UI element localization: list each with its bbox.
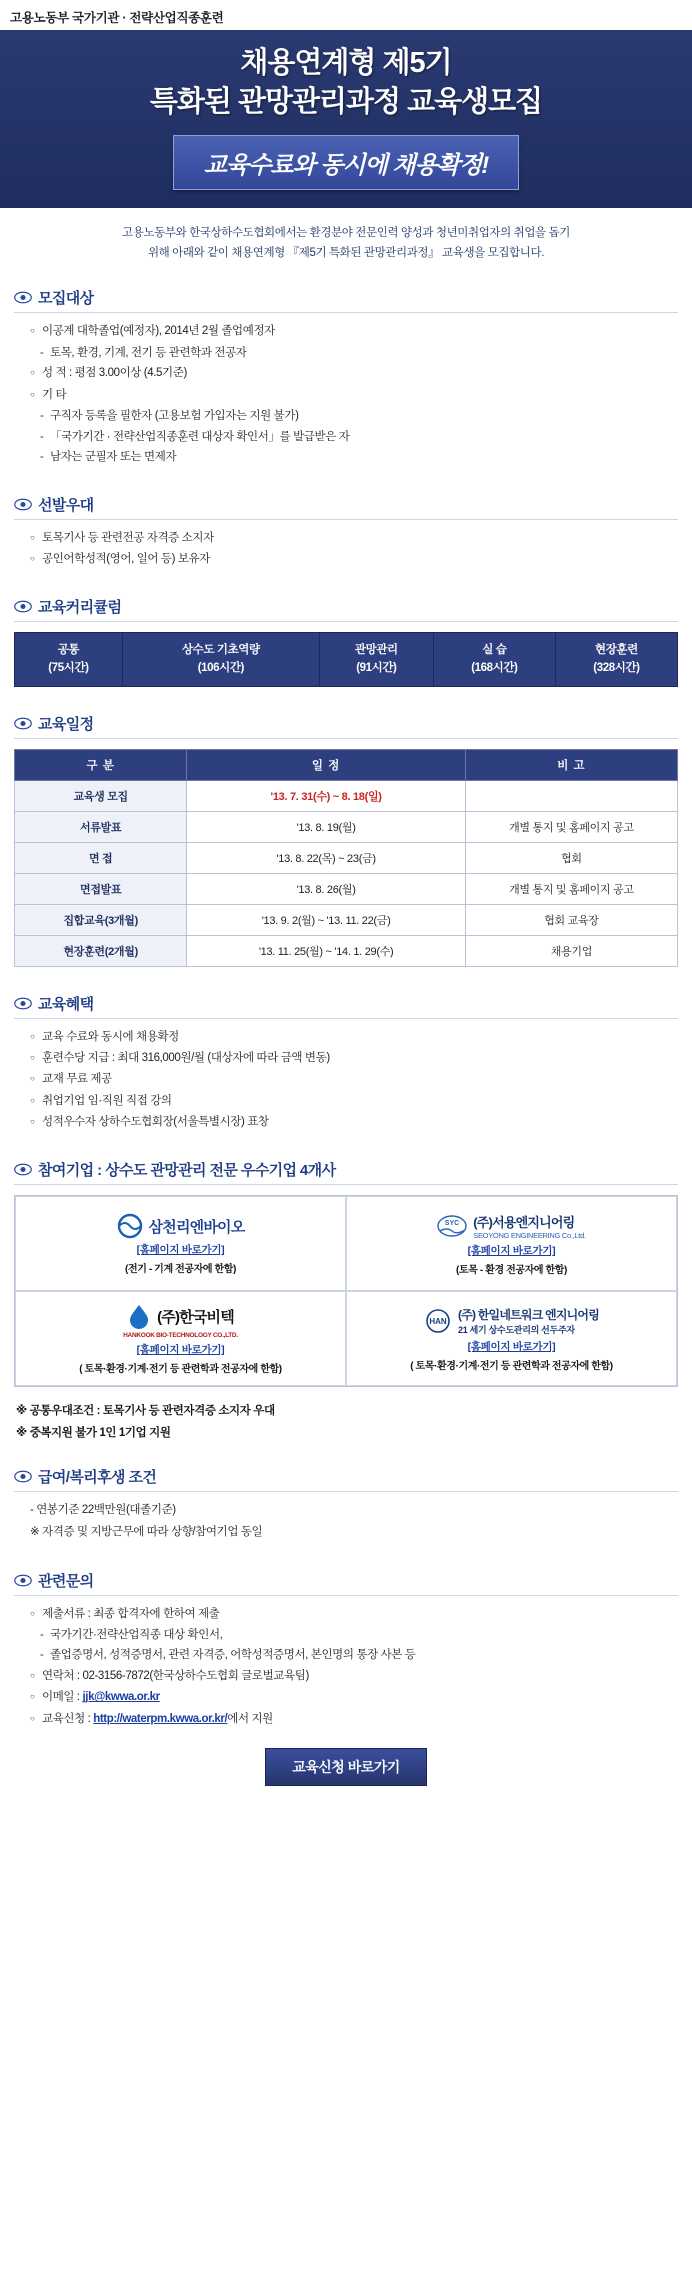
apply-url-link[interactable]: http://waterpm.kwwa.or.kr/	[93, 1712, 228, 1725]
section-curriculum	[0, 596, 692, 687]
list-item: ○ 교재 무료 제공	[30, 1069, 672, 1090]
section-schedule-head	[14, 713, 678, 739]
section-salary-head	[14, 1466, 678, 1492]
company-cell-samchully	[15, 1196, 346, 1291]
hero-title-line1: 채용연계형 제5기	[240, 47, 452, 79]
schedule-cell: '13. 8. 26(월)	[187, 873, 465, 904]
section-contact	[0, 1570, 692, 1730]
schedule-cell: 현장훈련(2개월)	[15, 935, 187, 966]
company-homepage-link[interactable]: [홈페이지 바로가기]	[136, 1344, 225, 1357]
common-notes	[0, 1391, 692, 1444]
logo-row	[127, 1303, 234, 1329]
hero-ribbon: 교육수료와 동시에 채용확정!	[173, 135, 520, 190]
table-row	[15, 811, 678, 842]
schedule-cell: 협회	[465, 842, 677, 873]
schedule-cell: 채용기업	[465, 935, 677, 966]
col-hours: (75시간)	[48, 661, 89, 674]
section-benefits	[0, 993, 692, 1133]
section-companies-head	[14, 1159, 678, 1185]
company-cell-hanil	[346, 1291, 677, 1386]
hero-title-line2: 특화된 관망관리과정 교육생모집	[149, 86, 543, 119]
col-name: 현장훈련	[595, 644, 638, 657]
section-contact-body	[14, 1596, 678, 1730]
hbt-logo-icon	[127, 1303, 151, 1329]
list-item: ○ 연락처 : 02-3156-7872(한국상하수도협회 글로벌교육팀)	[30, 1666, 672, 1687]
company-homepage-link[interactable]: [홈페이지 바로가기]	[467, 1245, 556, 1258]
table-row	[15, 873, 678, 904]
list-item: - 토목, 환경, 기계, 전기 등 관련학과 전공자	[40, 343, 672, 364]
section-benefits-body	[14, 1019, 678, 1133]
syc-logo-icon	[437, 1214, 467, 1238]
section-contact-head	[14, 1570, 678, 1596]
company-name: (주)한국비텍	[157, 1308, 234, 1326]
schedule-header-0: 구 분	[15, 749, 187, 780]
list-item: ○ 성 적 : 평점 3.00이상 (4.5기준)	[30, 363, 672, 384]
section-target-title: 모집대상	[38, 290, 94, 308]
company-name: (주) 한일네트워크 엔지니어링	[458, 1308, 599, 1323]
col-name: 실 습	[482, 644, 507, 657]
list-item: ○ 토목기사 등 관련전공 자격증 소지자	[30, 528, 672, 549]
section-preference	[0, 494, 692, 571]
hero-ribbon-wrap	[0, 135, 692, 190]
list-item: - 「국가기간 · 전략산업직종훈련 대상자 확인서」를 발급받은 자	[40, 427, 672, 448]
eye-icon	[14, 600, 32, 613]
section-target-body	[14, 313, 678, 468]
schedule-cell: 교육생 모집	[15, 780, 187, 811]
eye-icon	[14, 1574, 32, 1587]
section-preference-head	[14, 494, 678, 520]
company-note: (전기 - 기계 전공자에 한함)	[125, 1264, 236, 1276]
list-item: ○ 공인어학성적(영어, 일어 등) 보유자	[30, 549, 672, 570]
section-target	[0, 287, 692, 468]
col-name: 상수도 기초역량	[181, 644, 260, 657]
benefits-list	[30, 1027, 672, 1133]
company-cell-hbt	[15, 1291, 346, 1386]
schedule-table	[14, 749, 678, 967]
eye-icon	[14, 291, 32, 304]
list-item: ○ 이공계 대학졸업(예정자), 2014년 2월 졸업예정자	[30, 321, 672, 342]
company-note: (토목 - 환경 전공자에 한함)	[456, 1265, 567, 1277]
company-note: ( 토목·환경·기계·전기 등 관련학과 전공자에 한함)	[410, 1361, 613, 1373]
hanil-logo-icon	[424, 1308, 452, 1334]
curriculum-col-1	[122, 633, 319, 687]
schedule-cell: '13. 8. 19(월)	[187, 811, 465, 842]
list-item: ○ 제출서류 : 최종 합격자에 한하여 제출	[30, 1604, 672, 1625]
company-cell-seoyong	[346, 1196, 677, 1291]
eye-icon	[14, 498, 32, 511]
section-benefits-title: 교육혜택	[38, 995, 94, 1013]
table-row	[15, 842, 678, 873]
schedule-cell: '13. 7. 31(수) ~ 8. 18(일)	[187, 780, 465, 811]
list-item-apply	[30, 1709, 672, 1730]
schedule-cell: 면접발표	[15, 873, 187, 904]
schedule-cell: 개별 통지 및 홈페이지 공고	[465, 873, 677, 904]
note-line: ※ 공통우대조건 : 토목기사 등 관련자격증 소지자 우대	[16, 1405, 275, 1418]
logo-row	[424, 1306, 599, 1336]
company-sub: SEOYONG ENGINEERING Co.,Ltd.	[473, 1231, 586, 1241]
salary-line: ※ 자격증 및 지방근무에 따라 상향/참여기업 동일	[30, 1525, 263, 1538]
col-hours: (328시간)	[593, 661, 640, 674]
eye-icon	[14, 997, 32, 1010]
section-salary-body	[14, 1492, 678, 1544]
col-hours: (168시간)	[471, 661, 518, 674]
list-item: - 남자는 군필자 또는 면제자	[40, 447, 672, 468]
list-item: - 졸업증명서, 성적증명서, 관련 자격증, 어학성적증명서, 본인명의 통장 사본 등	[40, 1645, 672, 1666]
schedule-cell: 서류발표	[15, 811, 187, 842]
apply-label: 교육신청 :	[42, 1712, 94, 1725]
svg-text:SYC: SYC	[445, 1220, 460, 1228]
col-name: 관망관리	[354, 644, 398, 657]
section-curriculum-title: 교육커리큘럼	[38, 599, 122, 617]
section-contact-title: 관련문의	[38, 1572, 94, 1590]
company-homepage-link[interactable]: [홈페이지 바로가기]	[136, 1244, 225, 1257]
contact-list-1	[30, 1604, 672, 1625]
section-companies	[0, 1159, 692, 1387]
curriculum-col-2	[319, 633, 433, 687]
salary-line: - 연봉기준 22백만원(대졸기준)	[30, 1503, 176, 1516]
list-item: - 국가기간·전략산업직종 대상 확인서,	[40, 1625, 672, 1646]
col-hours: (106시간)	[197, 661, 244, 674]
section-benefits-head	[14, 993, 678, 1019]
curriculum-table	[14, 632, 678, 687]
section-preference-title: 선발우대	[38, 496, 94, 514]
section-curriculum-head	[14, 596, 678, 622]
section-companies-title: 참여기업 : 상수도 관망관리 전문 우수기업 4개사	[38, 1162, 336, 1180]
schedule-cell: 집합교육(3개월)	[15, 904, 187, 935]
list-item: ○ 성적우수자 상하수도협회장(서울특별시장) 표창	[30, 1112, 672, 1133]
section-target-head	[14, 287, 678, 313]
company-note: ( 토목·환경·기계·전기 등 관련학과 전공자에 한함)	[79, 1364, 282, 1376]
schedule-cell: '13. 9. 2(월) ~ '13. 11. 22(금)	[187, 904, 465, 935]
table-row	[15, 780, 678, 811]
intro-line-2: 위해 아래와 같이 채용연계형 『제5기 특화된 관망관리과정』 교육생을 모집합니다.	[147, 246, 545, 259]
list-item: ○ 훈련수당 지급 : 최대 316,000원/월 (대상자에 따라 금액 변동)	[30, 1048, 672, 1069]
schedule-cell: 면 접	[15, 842, 187, 873]
apply-suffix: 에서 지원	[227, 1712, 273, 1725]
logo-row	[437, 1212, 585, 1240]
company-grid	[14, 1195, 678, 1387]
company-name: 삼천리엔바이오	[148, 1218, 245, 1236]
table-row	[15, 904, 678, 935]
apply-button-wrap	[0, 1730, 692, 1808]
eye-icon	[14, 1163, 32, 1176]
list-item: ○ 취업기업 임·직원 직접 강의	[30, 1091, 672, 1112]
curriculum-col-4	[555, 633, 677, 687]
contact-list-2	[30, 1666, 672, 1730]
schedule-header-1: 일 정	[187, 749, 465, 780]
email-link[interactable]: jjk@kwwa.or.kr	[82, 1691, 160, 1704]
company-name: (주)서용엔지니어링	[473, 1215, 575, 1231]
intro-text	[0, 208, 692, 273]
target-list	[30, 321, 672, 342]
eye-icon	[14, 1470, 32, 1483]
ministry-line: 고용노동부 국가기관 · 전략산업직종훈련	[10, 11, 224, 25]
hero-title	[0, 44, 692, 122]
section-salary	[0, 1466, 692, 1544]
section-salary-title: 급여/복리후생 조건	[38, 1468, 157, 1486]
target-sublist-1	[30, 343, 672, 364]
preference-list	[30, 528, 672, 571]
section-schedule-title: 교육일정	[38, 715, 94, 733]
schedule-cell: 개별 통지 및 홈페이지 공고	[465, 811, 677, 842]
company-sub: 21 세기 상수도관리의 선두주자	[458, 1325, 575, 1336]
schedule-cell: '13. 11. 25(월) ~ '14. 1. 29(수)	[187, 935, 465, 966]
curriculum-col-0	[15, 633, 123, 687]
col-name: 공통	[57, 644, 80, 657]
curriculum-col-3	[433, 633, 555, 687]
section-schedule	[0, 713, 692, 967]
intro-line-1: 고용노동부와 한국상하수도협회에서는 환경분야 전문인력 양성과 청년미취업자의 취업을 돕기	[122, 227, 570, 240]
schedule-header-2: 비 고	[465, 749, 677, 780]
list-item-email	[30, 1687, 672, 1708]
list-item: - 구직자 등록을 필한자 (고용보험 가입자는 지원 불가)	[40, 406, 672, 427]
note-line: ※ 중복지원 불가 1인 1기업 지원	[16, 1426, 171, 1439]
apply-button[interactable]: 교육신청 바로가기	[265, 1748, 427, 1786]
list-item: ○ 기 타	[30, 385, 672, 406]
col-hours: (91시간)	[356, 661, 397, 674]
table-row	[15, 935, 678, 966]
table-header-row	[15, 749, 678, 780]
company-homepage-link[interactable]: [홈페이지 바로가기]	[467, 1341, 556, 1354]
target-sublist-2	[30, 406, 672, 468]
target-list-2	[30, 363, 672, 406]
company-sub: HANKOOK BIO-TECHNOLOGY CO.,LTD.	[123, 1332, 238, 1340]
schedule-cell: '13. 8. 22(목) ~ 23(금)	[187, 842, 465, 873]
svg-text:HAN: HAN	[429, 1317, 447, 1327]
eye-icon	[14, 717, 32, 730]
hero-banner	[0, 30, 692, 208]
table-row	[15, 633, 678, 687]
schedule-cell	[465, 780, 677, 811]
email-label: 이메일 :	[42, 1691, 83, 1704]
section-preference-body	[14, 520, 678, 571]
samchully-logo-icon	[117, 1213, 143, 1239]
list-item: ○ 교육 수료와 동시에 채용확정	[30, 1027, 672, 1048]
contact-docs	[30, 1625, 672, 1666]
logo-row	[117, 1213, 245, 1239]
schedule-cell: 협회 교육장	[465, 904, 677, 935]
